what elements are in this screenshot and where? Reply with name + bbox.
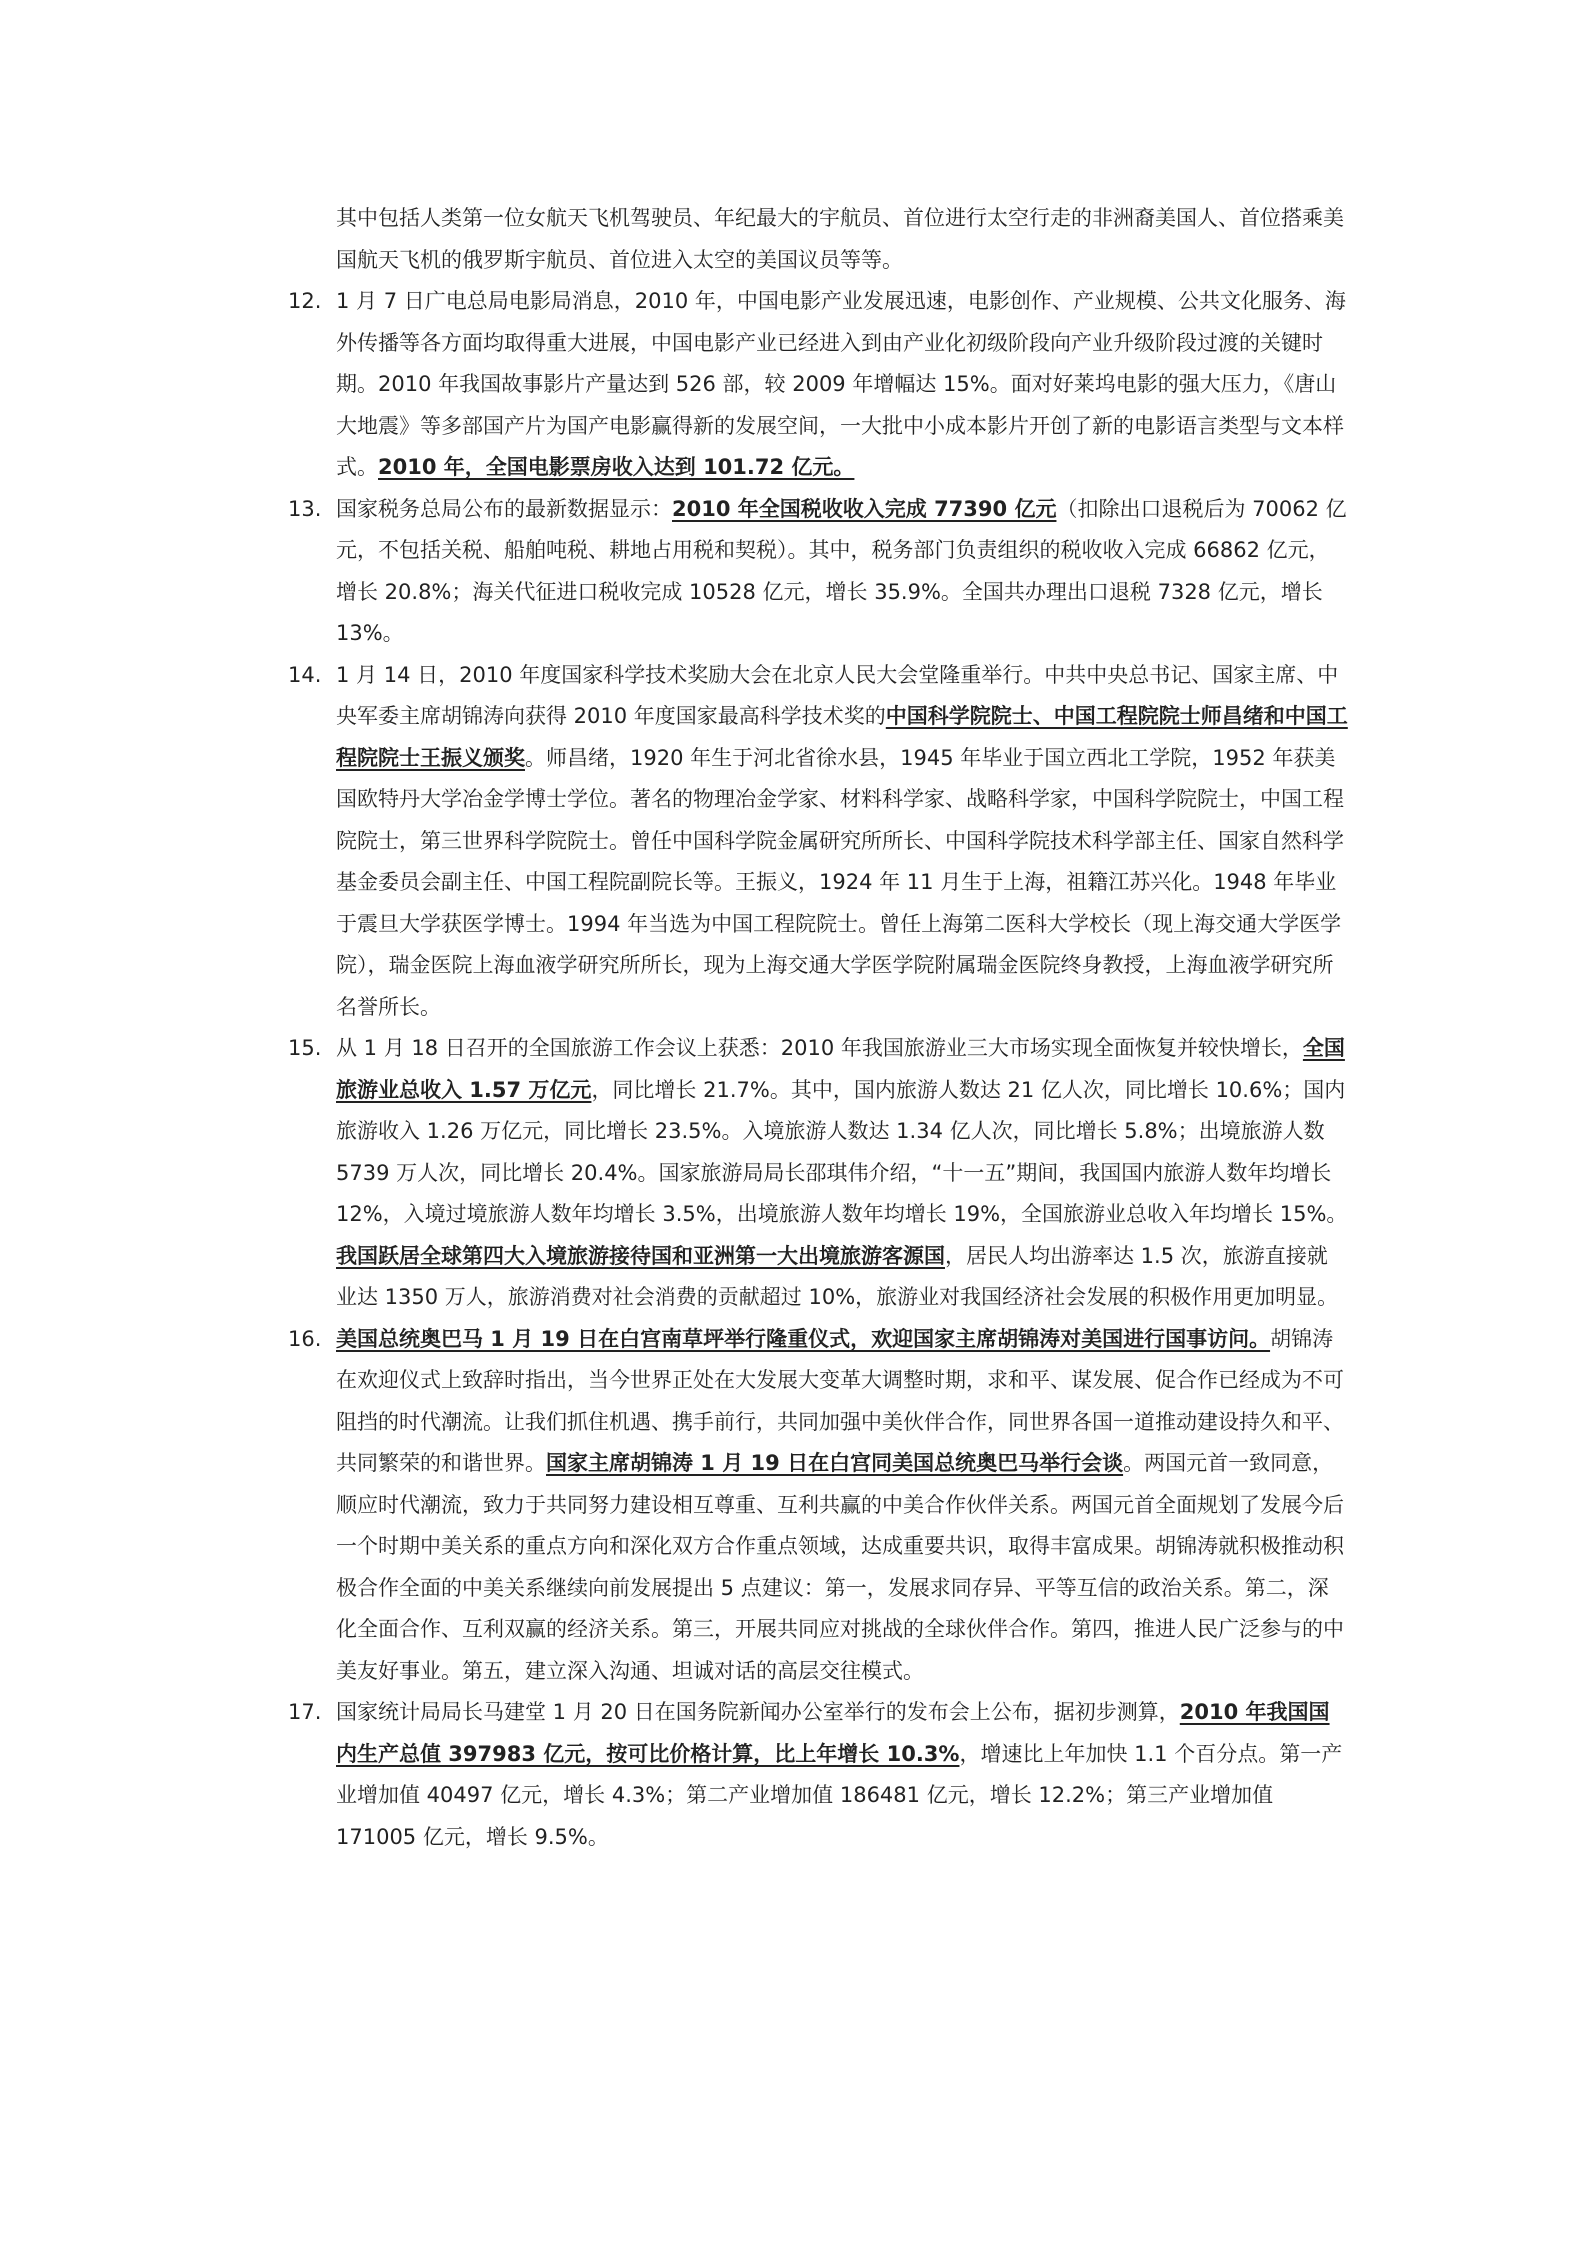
- highlighted-text: 中国科学院院士、中国工程院院士师昌绪和中国工程院院士王振义颁奖: [336, 704, 1348, 770]
- item-text: 。师昌绪，1920 年生于河北省徐水县，1945 年毕业于国立西北工学院，1952 年获美国欧特丹大学冶金学博士学位。著名的物理冶金学家、材料科学家、战略科学家，中国科学院院士，中国工程院院士，第三世界科学院院士。曾任中国科学院金属研究所所长、中国科学院技术科学部主任、国家自然科学基金委员会副主任、中国工程院副院长等。王振义，1924 年 11 月生于上海，祖籍江苏兴化。1948 年毕业于震旦大学获医学博士。1994 年当选为中国工程院院士。曾任上海第二医科大学校长（现上海交通大学医学院），瑞金医院上海血液学研究所所长，现为上海交通大学医学院附属瑞金医院终身教授，上海血液学研究所名誉所长。: [336, 745, 1344, 1019]
- item-number: 14.: [288, 662, 322, 687]
- item-text: 国家税务总局公布的最新数据显示：: [336, 496, 672, 521]
- item-text: 1 月 7 日广电总局电影局消息，2010 年，中国电影产业发展迅速，电影创作、产业规模、公共文化服务、海外传播等各方面均取得重大进展，中国电影产业已经进入到由产业化初级阶段向产业升级阶段过渡的关键时期。2010 年我国故事影片产量达到 526 部，较 2009 年增幅达 15%。面对好莱坞电影的强大压力，《唐山大地震》等多部国产片为国产电影赢得新的发展空间，一大批中小成本影片开创了新的电影语言类型与文本样式。: [336, 289, 1346, 479]
- highlighted-text: 国家主席胡锦涛 1 月 19 日在白宫同美国总统奥巴马举行会谈: [546, 1451, 1124, 1475]
- highlighted-text: 2010 年全国税收收入完成 77390 亿元: [672, 496, 1057, 521]
- news-item: [288, 1028, 1348, 1319]
- highlighted-text: 全国旅游业总收入 1.57 万亿元: [336, 1036, 1345, 1102]
- item-text: ，同比增长 21.7%。其中，国内旅游人数达 21 亿人次，同比增长 10.6%；国内旅游收入 1.26 万亿元，同比增长 23.5%。入境旅游人数达 1.34 亿人次，同比增长 5.8%；出境旅游人数 5739 万人次，同比增长 20.4%。国家旅游局局长邵琪伟介绍，“十一五”期间，我国国内旅游人数年均增长 12%，入境过境旅游人数年均增长 3.5%，出境旅游人数年均增长 19%，全国旅游业总收入年均增长 15%。: [336, 1077, 1348, 1226]
- news-item: [288, 655, 1348, 1029]
- item-number: 17.: [288, 1700, 322, 1724]
- item-text: 国家统计局局长马建堂 1 月 20 日在国务院新闻办公室举行的发布会上公布，据初步测算，: [336, 1700, 1180, 1724]
- news-items: [288, 281, 1348, 1858]
- news-item: [288, 1319, 1348, 1693]
- item-text: 。两国元首一致同意，顺应时代潮流，致力于共同努力建设相互尊重、互利共赢的中美合作伙伴关系。两国元首全面规划了发展今后一个时期中美关系的重点方向和深化双方合作重点领域，达成重要共识，取得丰富成果。胡锦涛就积极推动积极合作全面的中美关系继续向前发展提出 5 点建议：第一，发展求同存异、平等互信的政治关系。第二，深化全面合作、互利双赢的经济关系。第三，开展共同应对挑战的全球伙伴合作。第四，推进人民广泛参与的中美友好事业。第五，建立深入沟通、坦诚对话的高层交往模式。: [336, 1451, 1344, 1683]
- highlighted-text: 2010 年我国国内生产总值 397983 亿元，按可比价格计算，比上年增长 10.3%: [336, 1700, 1330, 1766]
- news-list: [288, 198, 1348, 1858]
- highlighted-text: 我国跃居全球第四大入境旅游接待国和亚洲第一大出境旅游客源国: [336, 1243, 945, 1268]
- item-text: 1 月 14 日，2010 年度国家科学技术奖励大会在北京人民大会堂隆重举行。中共中央总书记、国家主席、中央军委主席胡锦涛向获得 2010 年度国家最高科学技术奖的: [336, 662, 1339, 728]
- item-number: 16.: [288, 1326, 322, 1351]
- highlighted-text: 美国总统奥巴马 1 月 19 日在白宫南草坪举行隆重仪式，欢迎国家主席胡锦涛对美国进行国事访问。: [336, 1326, 1271, 1351]
- item-text: ，居民人均出游率达 1.5 次，旅游直接就业达 1350 万人，旅游消费对社会消费的贡献超过 10%，旅游业对我国经济社会发展的积极作用更加明显。: [336, 1243, 1339, 1309]
- item-text: 胡锦涛在欢迎仪式上致辞时指出，当今世界正处在大发展大变革大调整时期，求和平、谋发展、促合作已经成为不可阻挡的时代潮流。让我们抓住机遇、携手前行，共同加强中美伙伴合作，同世界各国一道推动建设持久和平、共同繁荣的和谐世界。: [336, 1326, 1344, 1475]
- news-item: [288, 489, 1348, 655]
- item-number: 13.: [288, 496, 322, 521]
- item-text: （扣除出口退税后为 70062 亿元，不包括关税、船舶吨税、耕地占用税和契税）。其中，税务部门负责组织的税收收入完成 66862 亿元，增长 20.8%；海关代征进口税收完成 10528 亿元，增长 35.9%。全国共办理出口退税 7328 亿元，增长 13%。: [336, 496, 1347, 645]
- news-item: [288, 281, 1348, 489]
- intro-paragraph: 其中包括人类第一位女航天飞机驾驶员、年纪最大的宇航员、首位进行太空行走的非洲裔美国人、首位搭乘美国航天飞机的俄罗斯宇航员、首位进入太空的美国议员等等。: [336, 206, 1344, 272]
- item-number: 12.: [288, 289, 322, 313]
- item-text: ，增速比上年加快 1.1 个百分点。第一产业增加值 40497 亿元，增长 4.3%；第二产业增加值 186481 亿元，增长 12.2%；第三产业增加值 171005 亿元，增长 9.5%。: [336, 1741, 1343, 1849]
- news-item: [288, 1692, 1348, 1858]
- item-number: 15.: [288, 1036, 322, 1060]
- item-text: 从 1 月 18 日召开的全国旅游工作会议上获悉：2010 年我国旅游业三大市场实现全面恢复并较快增长，: [336, 1036, 1303, 1060]
- highlighted-text: 2010 年，全国电影票房收入达到 101.72 亿元。: [378, 455, 855, 479]
